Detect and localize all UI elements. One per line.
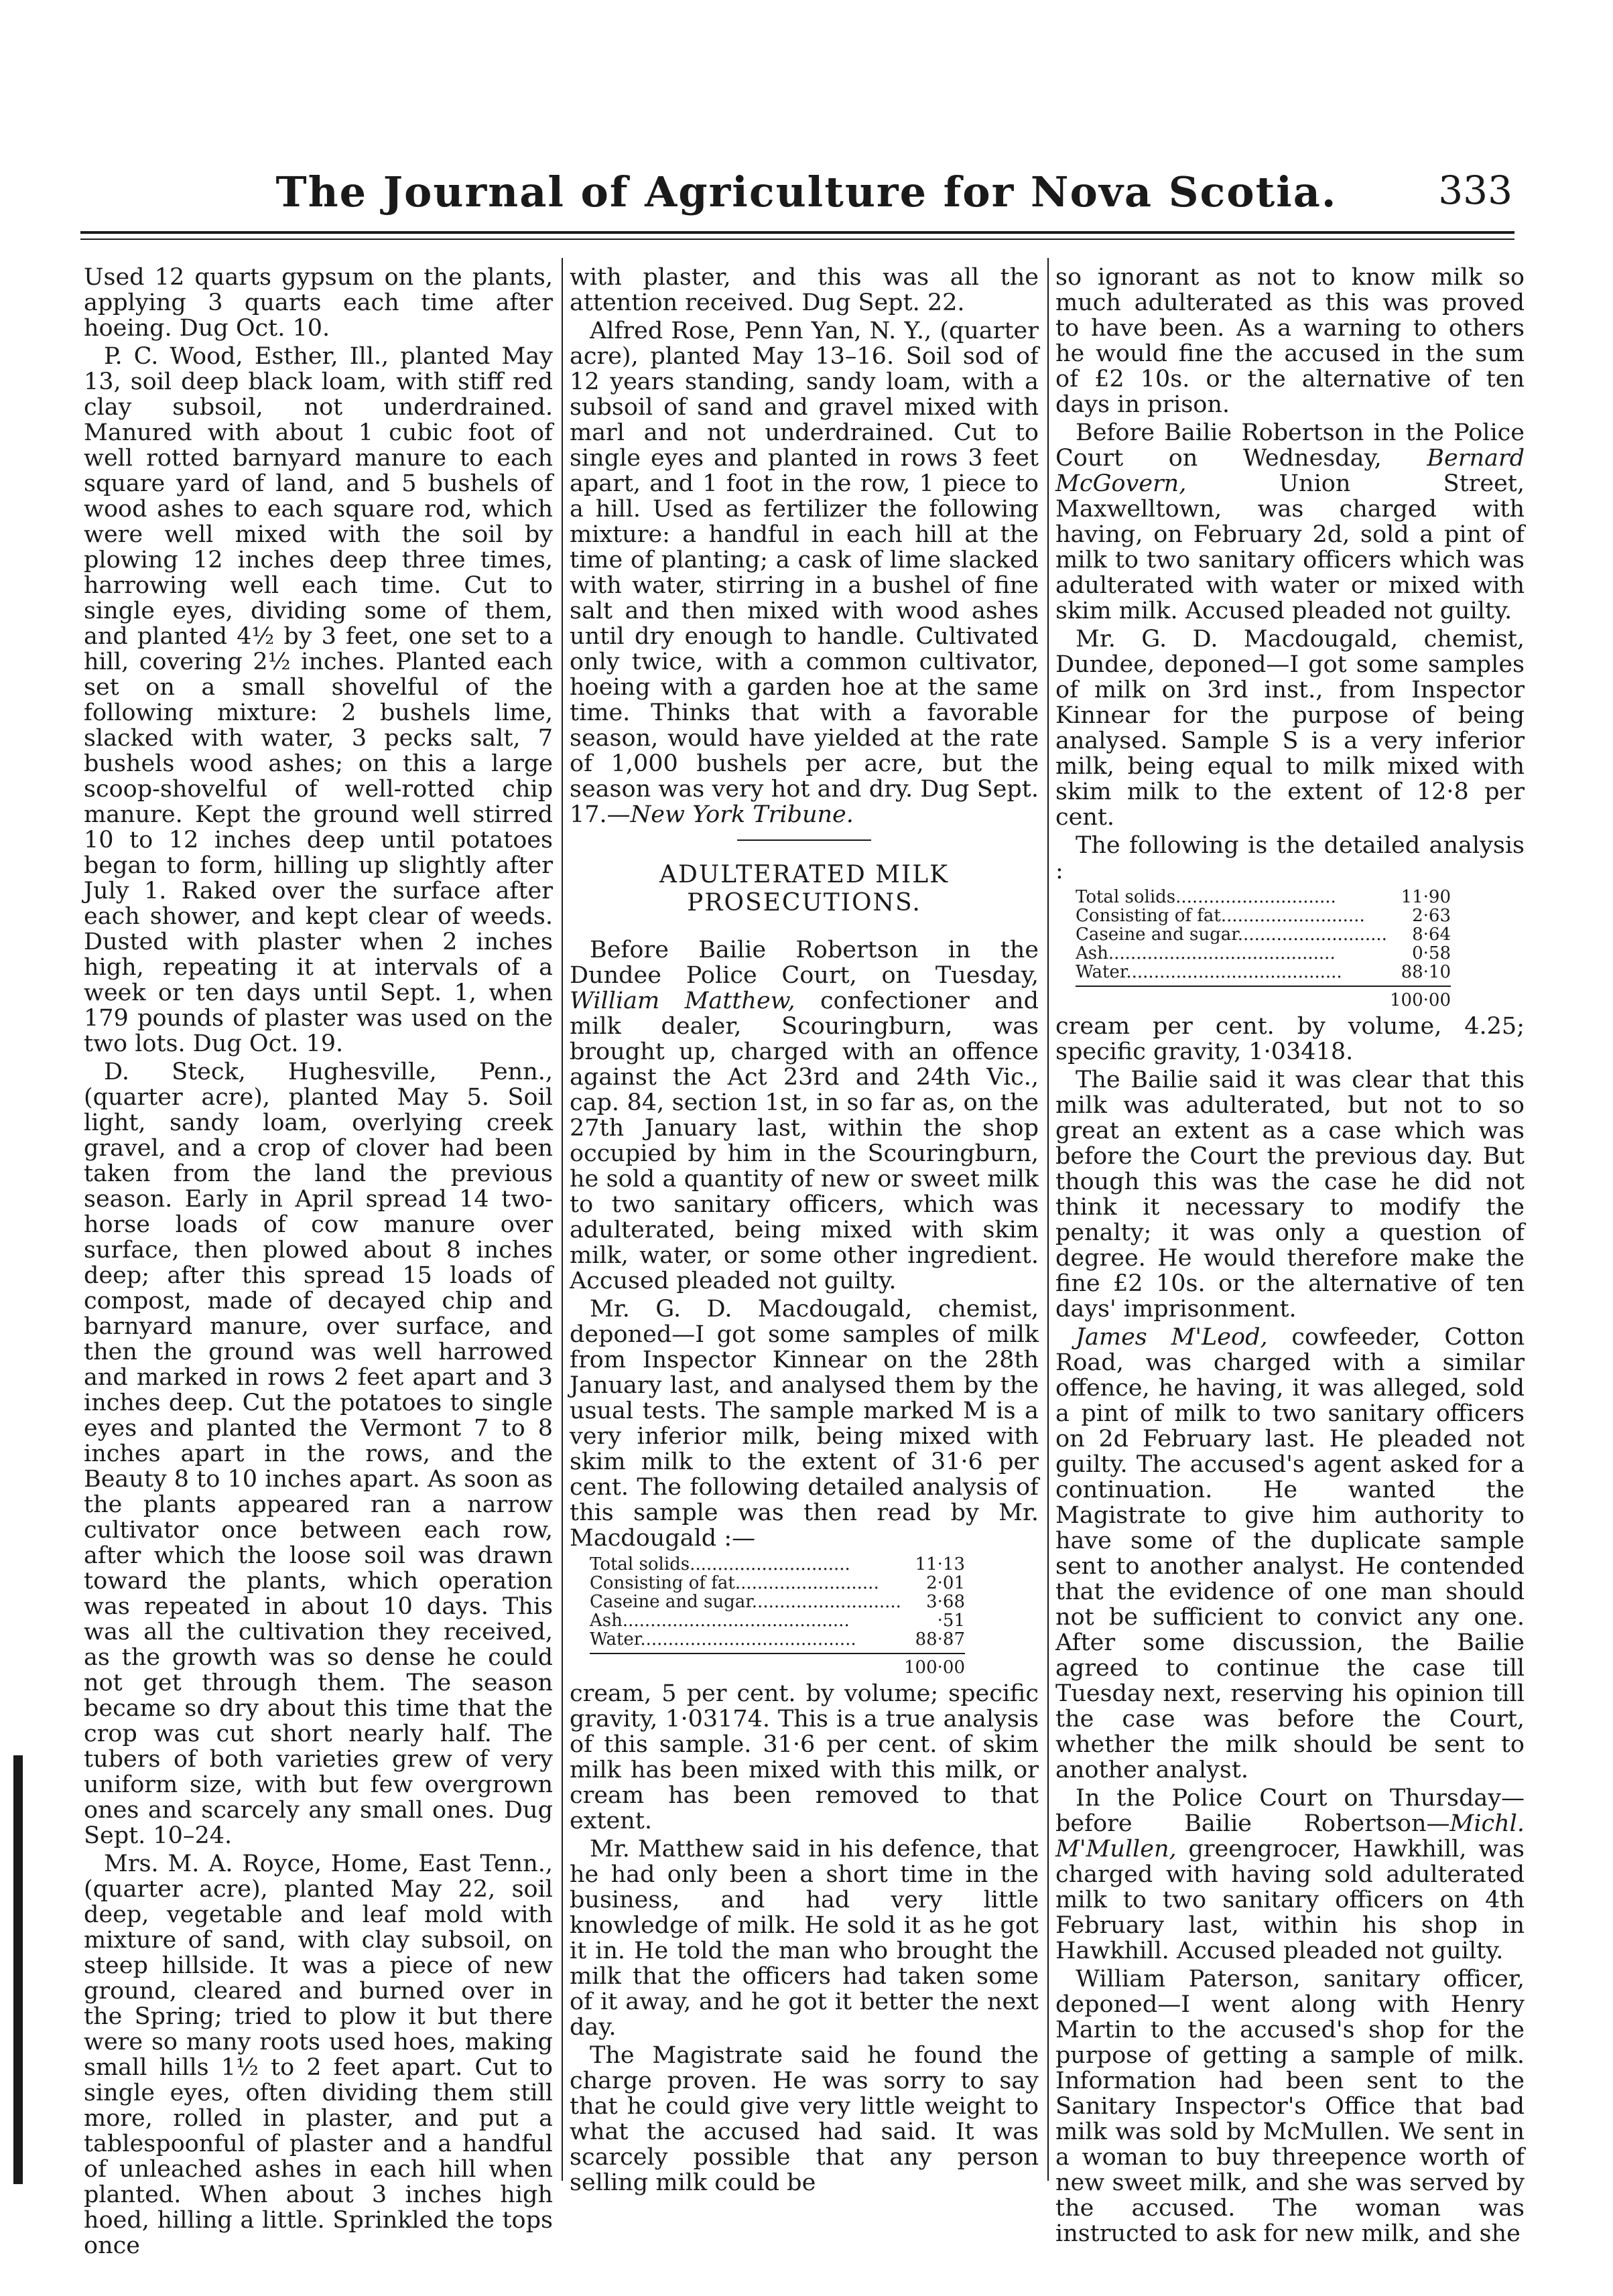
analysis-row: [590, 1611, 965, 1630]
analysis-row: [1076, 906, 1451, 925]
paragraph: William Paterson, sanitary officer, deponed—I went along with Henry Martin to the accused's shop for the purpose of getting a sample of milk. Information had been sent to the Sanitary Inspector's Office that bad milk was sold by McMullen. We sent in a woman to buy threepence worth of new sweet milk, and she was served by the accused. The woman was instructed to ask for new milk, and she: [1055, 1966, 1525, 2247]
paragraph: Used 12 quarts gypsum on the plants, applying 3 quarts each time after hoeing. Dug Oct. 10.: [84, 264, 553, 342]
defendant-name: William Matthew,: [570, 988, 795, 1014]
paragraph: [570, 937, 1039, 1294]
analysis-label: Ash.........................................: [1076, 943, 1336, 963]
paragraph-text: Alfred Rose, Penn Yan, N. Y., (quarter acre), planted May 13–16. Soil sod of 12 years standing, sandy loam, with a subsoil of sand and gravel mixed with marl and not underdrained. Cut to single eyes and planted in rows 3 feet apart, and 1 foot in the row, 1 piece to a hill. Used as fertilizer the following mixture: a handful in each hill at the time of planting; a cask of lime slacked with water, stirring in a bushel of fine salt and then mixed with wood ashes until dry enough to handle. Cultivated only twice, with a common cultivator, hoeing with a garden hoe at the same time. Thinks that with a favorable season, would have yielded at the rate of 1,000 bushels per acre, but the season was very hot and dry. Dug Sept. 17.—: [570, 318, 1039, 828]
paragraph-text: greengrocer, Hawkhill, was charged with having sold adulterated milk to two sanitary officers on 4th February last, within his shop in Hawkhill. Accused pleaded not guilty.: [1055, 1836, 1525, 1964]
analysis-total: 100·00: [590, 1653, 965, 1677]
defendant-name: James M'Leod,: [1076, 1324, 1268, 1351]
analysis-value: 11·13: [915, 1554, 965, 1574]
paragraph-text: In the Police Court on Thursday—before Bailie Robertson—: [1055, 1785, 1525, 1837]
paragraph-text: Before Bailie Robertson in the Police Court on Wednesday,: [1055, 419, 1525, 472]
paragraph: cream per cent. by volume, 4.25; specific gravity, 1·03418.: [1055, 1013, 1525, 1065]
analysis-label: Caseine and sugar...........................: [590, 1592, 901, 1612]
source-citation: New York Tribune.: [630, 801, 854, 828]
analysis-label: Consisting of fat..........................: [1076, 906, 1365, 926]
paragraph-text: confectioner and milk dealer, Scouringburn, was brought up, charged with an offence against the Act 23rd and 24th Vic., cap. 84, section 1st, in so far as, on the 27th January last, within the shop occupied by him in the Scouringburn, he sold a quantity of new or sweet milk to two sanitary officers, which was adulterated, being mixed with skim milk, water, or some other ingredient. Accused pleaded not guilty.: [570, 988, 1039, 1294]
analysis-value: 0·58: [1412, 943, 1451, 963]
defendant-name: Michl. M'Mullen,: [1055, 1810, 1525, 1863]
analysis-value: 11·90: [1401, 887, 1451, 907]
paragraph: [570, 318, 1039, 827]
paragraph: [1055, 420, 1525, 624]
paragraph: D. Steck, Hughesville, Penn., (quarter acre), planted May 5. Soil light, sandy loam, overlying creek gravel, and a crop of clover had been taken from the land the previous season. Early in April spread 14 two-horse loads of cow manure over surface, then plowed about 8 inches deep; after this spread 15 loads of compost, made of decayed chip and barnyard manure, over surface, and then the ground was well harrowed and marked in rows 2 feet apart and 3 inches deep. Cut the potatoes to single eyes and planted the Vermont 7 to 8 inches apart in the rows, and the Beauty 8 to 10 inches apart. As soon as the plants appeared ran a narrow cultivator once between each row, after which the loose soil was drawn toward the plants, which operation was repeated in about 10 days. This was all the cultivation they received, as the growth was so dense he could not get through them. The season became so dry about this time that the crop was cut short nearly half. The tubers of both varieties grew of very uniform size, with but few overgrown ones and scarcely any small ones. Dug Sept. 10–24.: [84, 1059, 553, 1849]
paragraph: The following is the detailed analysis :: [1055, 832, 1525, 884]
paragraph: so ignorant as not to know milk so much adulterated as this was proved to have been. As a warning to others he would fine the accused in the sum of £2 10s. or the alternative of ten days in prison.: [1055, 264, 1525, 418]
analysis-table: [1076, 888, 1525, 1010]
header-rule: [80, 231, 1514, 234]
analysis-row: [1076, 888, 1451, 906]
analysis-label: Water.......................................: [590, 1629, 856, 1649]
analysis-value: 88·87: [915, 1629, 965, 1649]
analysis-row: [590, 1574, 965, 1593]
paragraph: cream, 5 per cent. by volume; specific gravity, 1·03174. This is a true analysis of this sample. 31·6 per cent. of skim milk has been mixed with this milk, or cream has been removed to that extent.: [570, 1680, 1039, 1834]
analysis-label: Water.......................................: [1076, 962, 1342, 982]
page-number: 333: [1438, 167, 1512, 213]
margin-bar: [13, 1755, 23, 2184]
analysis-label: Ash.........................................: [590, 1611, 850, 1631]
paragraph: [1055, 1325, 1525, 1783]
column-divider: [562, 258, 563, 2181]
paragraph: Mrs. M. A. Royce, Home, East Tenn., (quarter acre), planted May 22, soil deep, vegetable and leaf mold with mixture of sand, with clay subsoil, on steep hillside. It was a piece of new ground, cleared and burned over in the Spring; tried to plow it but there were so many roots used hoes, making small hills 1½ to 2 feet apart. Cut to single eyes, often dividing them still more, rolled in plaster, and put a tablespoonful of plaster and a handful of unleached ashes in each hill when planted. When about 3 inches high hoed, hilling a little. Sprinkled the tops once: [84, 1850, 553, 2259]
paragraph: Mr. G. D. Macdougald, chemist, Dundee, deponed—I got some samples of milk on 3rd inst., from Inspector Kinnear for the purpose of being analysed. Sample S is a very inferior milk, being equal to milk mixed with skim milk to the extent of 12·8 per cent.: [1055, 626, 1525, 831]
analysis-row: [1076, 925, 1451, 944]
analysis-value: 8·64: [1412, 925, 1451, 945]
column-2: [570, 265, 1039, 2198]
analysis-label: Consisting of fat..........................: [590, 1573, 879, 1593]
analysis-value: ·51: [937, 1611, 965, 1631]
analysis-label: Total solids.............................: [590, 1554, 850, 1574]
paragraph: Mr. G. D. Macdougald, chemist, deponed—I got some samples of milk from Inspector Kinnear on the 28th January last, and analysed them by the usual tests. The sample marked M is a very inferior milk, being mixed with skim milk to the extent of 31·6 per cent. The following detailed analysis of this sample was then read by Mr. Macdougald :—: [570, 1296, 1039, 1552]
analysis-row: [1076, 963, 1451, 982]
paragraph: P. C. Wood, Esther, Ill., planted May 13, soil deep black loam, with stiff red clay subsoil, not underdrained. Manured with about 1 cubic foot of well rotted barnyard manure to each square yard of land, and 5 bushels of wood ashes to each square rod, which were well mixed with the soil by plowing 12 inches deep three times, harrowing well each time. Cut to single eyes, dividing some of them, and planted 4½ by 3 feet, one set to a hill, covering 2½ inches. Planted each set on a small shovelful of the following mixture: 2 bushels lime, slacked with water, 3 pecks salt, 7 bushels wood ashes; on this a large scoop-shovelful of well-rotted chip manure. Kept the ground well stirred 10 to 12 inches deep until potatoes began to form, hilling up slightly after July 1. Raked over the surface after each shower, and kept clear of weeds. Dusted with plaster when 2 inches high, repeating it at intervals of a week or ten days until Sept. 1, when 179 pounds of plaster was used on the two lots. Dug Oct. 19.: [84, 343, 553, 1057]
column-divider: [1047, 258, 1049, 2181]
defendant-name: Bernard McGovern,: [1055, 445, 1525, 497]
column-3: [1055, 265, 1525, 2249]
paragraph: The Bailie said it was clear that this milk was adulterated, but not to so great an extent as a case which was before the Court the previous day. But though this was the case he did not think it necessary to modify the penalty; it was only a question of degree. He would therefore make the fine £2 10s. or the alternative of ten days' imprisonment.: [1055, 1067, 1525, 1323]
paragraph-text: Union Street, Maxwelltown, was charged with having, on February 2d, sold a pint of milk to two sanitary officers which was adulterated with water or mixed with skim milk. Accused pleaded not guilty.: [1055, 470, 1525, 624]
analysis-row: [590, 1593, 965, 1611]
analysis-value: 88·10: [1401, 962, 1451, 982]
column-1: [84, 265, 553, 2261]
analysis-label: Caseine and sugar...........................: [1076, 925, 1387, 945]
page-header-title: The Journal of Agriculture for Nova Scotia.: [275, 167, 1338, 216]
analysis-value: 2·63: [1412, 906, 1451, 926]
analysis-value: 2·01: [926, 1573, 965, 1593]
section-divider: [737, 839, 871, 841]
paragraph: with plaster, and this was all the attention received. Dug Sept. 22.: [570, 264, 1039, 316]
analysis-label: Total solids.............................: [1076, 887, 1336, 907]
paragraph: Mr. Matthew said in his defence, that he had only been a short time in the business, and had very little knowledge of milk. He sold it as he got it in. He told the man who brought the milk that the officers had taken some of it away, and he got it better the next day.: [570, 1836, 1039, 2041]
paragraph: The Magistrate said he found the charge proven. He was sorry to say that he could give very little weight to what the accused had said. It was scarcely possible that any person selling milk could be: [570, 2042, 1039, 2196]
analysis-value: 3·68: [926, 1592, 965, 1612]
analysis-row: [590, 1555, 965, 1574]
header-rule-thin: [80, 239, 1514, 240]
paragraph: [1055, 1785, 1525, 1964]
analysis-row: [1076, 944, 1451, 963]
paragraph-text: Before Bailie Robertson in the Dundee Police Court, on Tuesday,: [570, 937, 1039, 989]
analysis-total: 100·00: [1076, 986, 1451, 1010]
section-title: ADULTERATED MILK PROSECUTIONS.: [659, 861, 950, 917]
analysis-table: [590, 1555, 1039, 1677]
analysis-row: [590, 1630, 965, 1649]
paragraph-text: cowfeeder, Cotton Road, was charged with a similar offence, he having, it was alleged, sold a pint of milk to two sanitary officers on 2d February last. He pleaded not guilty. The accused's agent asked for a continuation. He wanted the Magistrate to give him authority to have some of the duplicate sample sent to another analyst. He contended that the evidence of one man should not be sufficient to convict any one. After some discussion, the Bailie agreed to continue the case till Tuesday next, reserving his opinion till the case was before the Court, whether the milk should be sent to another analyst.: [1055, 1324, 1525, 1783]
